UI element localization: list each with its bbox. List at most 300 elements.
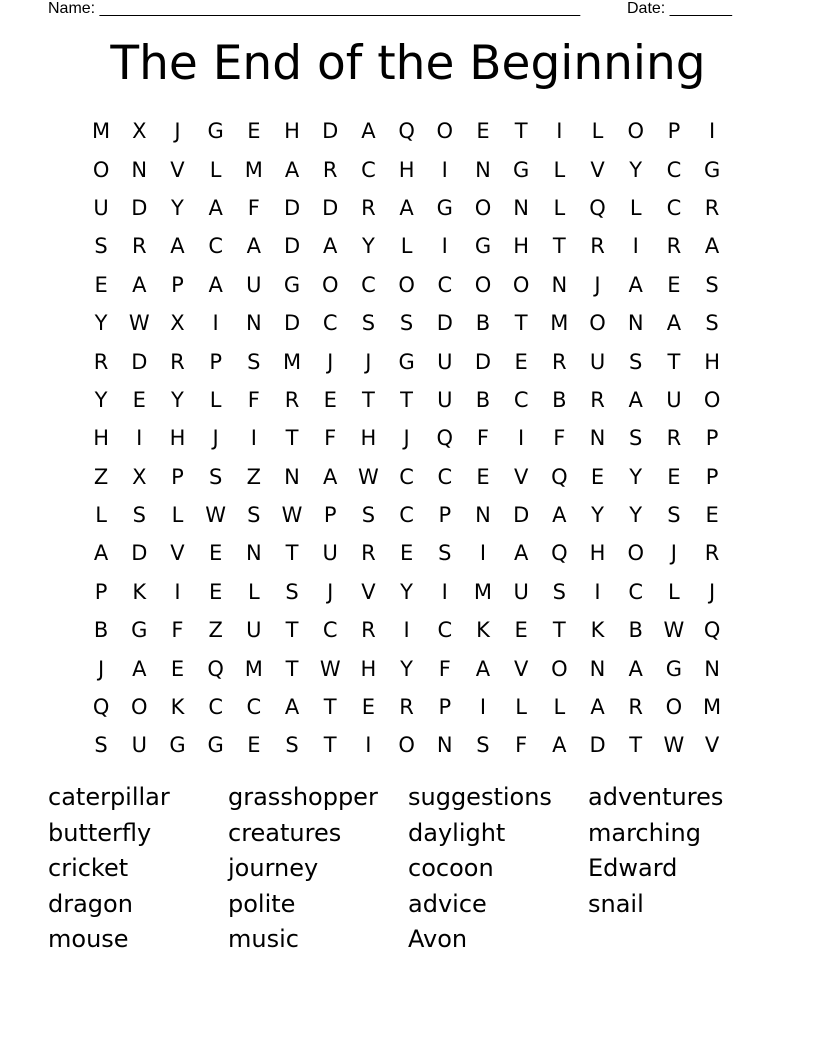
grid-cell[interactable]: A <box>552 503 567 528</box>
grid-cell[interactable]: U <box>513 579 529 604</box>
grid-cell[interactable]: R <box>399 695 414 720</box>
grid-cell[interactable]: R <box>590 234 605 259</box>
grid-cell[interactable]: T <box>285 656 299 681</box>
grid-cell[interactable]: Y <box>591 503 604 528</box>
grid-cell[interactable]: D <box>513 503 530 528</box>
grid-cell[interactable]: Q <box>92 695 110 720</box>
grid-cell[interactable]: E <box>705 503 719 528</box>
grid-cell[interactable]: U <box>246 272 262 297</box>
grid-cell[interactable]: S <box>285 733 299 758</box>
grid-cell[interactable]: A <box>132 656 147 681</box>
grid-cell[interactable]: T <box>514 119 528 144</box>
grid-cell[interactable]: Q <box>703 618 721 643</box>
grid-cell[interactable]: F <box>171 618 184 643</box>
grid-cell[interactable]: I <box>441 234 448 259</box>
grid-cell[interactable]: N <box>704 656 720 681</box>
grid-cell[interactable]: O <box>627 119 644 144</box>
grid-cell[interactable]: O <box>474 272 492 297</box>
date-field-label[interactable]: Date: _______ <box>627 0 732 17</box>
grid-cell[interactable]: D <box>131 541 148 566</box>
grid-cell[interactable]: P <box>705 426 719 451</box>
grid-cell[interactable]: Y <box>171 195 184 220</box>
grid-cell[interactable]: B <box>475 311 491 336</box>
grid-cell[interactable]: S <box>438 541 452 566</box>
grid-cell[interactable]: E <box>323 387 337 412</box>
grid-cell[interactable]: T <box>285 426 299 451</box>
grid-cell[interactable]: Y <box>94 311 108 336</box>
grid-cell[interactable]: L <box>553 157 566 182</box>
grid-cell[interactable]: X <box>132 119 147 144</box>
grid-cell[interactable]: R <box>704 195 720 220</box>
grid-cell[interactable]: K <box>590 618 605 643</box>
grid-cell[interactable]: E <box>399 541 414 566</box>
grid-cell[interactable]: E <box>361 695 376 720</box>
grid-cell[interactable]: N <box>245 311 262 336</box>
grid-cell[interactable]: R <box>284 387 300 412</box>
grid-cell[interactable]: M <box>244 656 263 681</box>
grid-cell[interactable]: O <box>512 272 530 297</box>
grid-cell[interactable]: R <box>361 618 376 643</box>
grid-cell[interactable]: A <box>132 272 147 297</box>
grid-cell[interactable]: Q <box>551 464 568 489</box>
grid-cell[interactable]: E <box>590 464 605 489</box>
grid-cell[interactable]: I <box>403 618 410 643</box>
grid-cell[interactable]: E <box>247 119 261 144</box>
grid-cell[interactable]: U <box>437 387 453 412</box>
grid-cell[interactable]: V <box>513 656 529 681</box>
grid-cell[interactable]: E <box>209 541 223 566</box>
grid-cell[interactable]: Y <box>629 464 643 489</box>
grid-cell[interactable]: O <box>703 387 721 412</box>
grid-cell[interactable]: G <box>169 733 186 758</box>
grid-cell[interactable]: B <box>93 618 109 643</box>
grid-cell[interactable]: R <box>628 695 644 720</box>
grid-cell[interactable]: L <box>95 503 107 528</box>
grid-cell[interactable]: A <box>552 733 567 758</box>
grid-cell[interactable]: O <box>436 119 454 144</box>
grid-cell[interactable]: S <box>629 349 643 374</box>
grid-cell[interactable]: S <box>361 311 376 336</box>
grid-cell[interactable]: T <box>285 618 299 643</box>
grid-cell[interactable]: C <box>399 464 414 489</box>
grid-cell[interactable]: C <box>208 695 223 720</box>
grid-cell[interactable]: H <box>169 426 186 451</box>
grid-cell[interactable]: J <box>708 579 716 604</box>
grid-cell[interactable]: P <box>209 349 222 374</box>
grid-cell[interactable]: G <box>283 272 301 297</box>
grid-cell[interactable]: B <box>475 387 491 412</box>
grid-cell[interactable]: I <box>174 579 181 604</box>
grid-cell[interactable]: M <box>550 311 569 336</box>
grid-cell[interactable]: I <box>365 733 372 758</box>
grid-cell[interactable]: K <box>476 618 490 643</box>
grid-cell[interactable]: N <box>589 656 606 681</box>
grid-cell[interactable]: A <box>628 387 643 412</box>
grid-cell[interactable]: J <box>365 349 372 374</box>
grid-cell[interactable]: N <box>589 426 606 451</box>
grid-cell[interactable]: U <box>666 387 682 412</box>
grid-cell[interactable]: O <box>398 733 415 758</box>
grid-cell[interactable]: Y <box>361 234 375 259</box>
grid-cell[interactable]: A <box>284 695 300 720</box>
grid-cell[interactable]: R <box>590 387 605 412</box>
grid-cell[interactable]: N <box>284 464 300 489</box>
grid-cell[interactable]: O <box>665 695 683 720</box>
grid-cell[interactable]: G <box>207 733 224 758</box>
grid-cell[interactable]: B <box>628 618 643 643</box>
grid-cell[interactable]: J <box>97 656 105 681</box>
grid-cell[interactable]: P <box>323 503 337 528</box>
grid-cell[interactable]: G <box>131 618 148 643</box>
grid-cell[interactable]: C <box>208 234 223 259</box>
grid-cell[interactable]: S <box>361 503 376 528</box>
grid-cell[interactable]: V <box>361 579 376 604</box>
grid-cell[interactable]: U <box>437 349 453 374</box>
grid-cell[interactable]: C <box>437 618 453 643</box>
grid-cell[interactable]: Z <box>208 618 223 643</box>
grid-cell[interactable]: G <box>207 119 224 144</box>
grid-cell[interactable]: H <box>513 234 530 259</box>
grid-cell[interactable]: Y <box>400 656 413 681</box>
grid-cell[interactable]: N <box>513 195 530 220</box>
grid-cell[interactable]: A <box>208 272 223 297</box>
grid-cell[interactable]: H <box>589 541 606 566</box>
grid-cell[interactable]: V <box>170 541 185 566</box>
grid-cell[interactable]: Q <box>589 195 606 220</box>
grid-cell[interactable]: T <box>285 541 299 566</box>
grid-cell[interactable]: L <box>591 119 604 144</box>
name-field-label[interactable]: Name: ______________________________________________________ <box>48 0 581 17</box>
grid-cell[interactable]: R <box>322 157 338 182</box>
grid-cell[interactable]: G <box>703 157 721 182</box>
grid-cell[interactable]: H <box>398 157 415 182</box>
grid-cell[interactable]: N <box>131 157 148 182</box>
grid-cell[interactable]: P <box>438 695 452 720</box>
grid-cell[interactable]: F <box>247 195 260 220</box>
grid-cell[interactable]: N <box>475 503 491 528</box>
grid-cell[interactable]: L <box>209 387 222 412</box>
grid-cell[interactable]: Q <box>436 426 454 451</box>
grid-cell[interactable]: D <box>589 733 606 758</box>
grid-cell[interactable]: P <box>171 272 184 297</box>
grid-cell[interactable]: A <box>361 119 376 144</box>
grid-cell[interactable]: D <box>283 311 301 336</box>
grid-cell[interactable]: A <box>475 656 491 681</box>
grid-cell[interactable]: D <box>283 195 301 220</box>
grid-cell[interactable]: T <box>361 387 375 412</box>
grid-cell[interactable]: A <box>93 541 109 566</box>
grid-cell[interactable]: Q <box>207 656 224 681</box>
grid-cell[interactable]: V <box>170 157 185 182</box>
grid-cell[interactable]: S <box>247 503 261 528</box>
grid-cell[interactable]: C <box>361 272 376 297</box>
grid-cell[interactable]: J <box>594 272 601 297</box>
grid-cell[interactable]: T <box>400 387 413 412</box>
grid-cell[interactable]: U <box>93 195 109 220</box>
grid-cell[interactable]: R <box>552 349 567 374</box>
grid-cell[interactable]: E <box>514 349 528 374</box>
grid-cell[interactable]: W <box>663 618 685 643</box>
grid-cell[interactable]: D <box>436 311 453 336</box>
grid-cell[interactable]: S <box>285 579 299 604</box>
grid-cell[interactable]: T <box>667 349 681 374</box>
grid-cell[interactable]: L <box>171 503 184 528</box>
grid-cell[interactable]: A <box>513 541 529 566</box>
grid-cell[interactable]: D <box>283 234 301 259</box>
grid-cell[interactable]: Z <box>93 464 109 489</box>
grid-cell[interactable]: S <box>94 733 108 758</box>
grid-cell[interactable]: O <box>92 157 110 182</box>
grid-cell[interactable]: N <box>436 733 453 758</box>
grid-cell[interactable]: P <box>667 119 681 144</box>
grid-cell[interactable]: H <box>93 426 109 451</box>
grid-cell[interactable]: F <box>438 656 451 681</box>
grid-cell[interactable]: J <box>403 426 410 451</box>
grid-cell[interactable]: R <box>704 541 720 566</box>
grid-cell[interactable]: O <box>627 541 644 566</box>
grid-cell[interactable]: I <box>441 579 448 604</box>
grid-cell[interactable]: I <box>136 426 143 451</box>
grid-cell[interactable]: D <box>131 349 148 374</box>
grid-cell[interactable]: R <box>666 234 682 259</box>
grid-cell[interactable]: T <box>514 311 528 336</box>
grid-cell[interactable]: U <box>246 618 262 643</box>
grid-cell[interactable]: F <box>476 426 490 451</box>
grid-cell[interactable]: I <box>250 426 257 451</box>
grid-cell[interactable]: W <box>128 311 150 336</box>
grid-cell[interactable]: S <box>667 503 681 528</box>
word-list-item: cricket <box>48 854 129 883</box>
grid-cell[interactable]: A <box>666 311 682 336</box>
grid-cell[interactable]: G <box>513 157 530 182</box>
grid-cell[interactable]: E <box>514 618 528 643</box>
grid-cell[interactable]: M <box>92 119 111 144</box>
grid-cell[interactable]: Q <box>398 119 415 144</box>
grid-cell[interactable]: O <box>551 656 568 681</box>
grid-cell[interactable]: X <box>132 464 147 489</box>
grid-cell[interactable]: F <box>247 387 260 412</box>
grid-cell[interactable]: O <box>589 311 606 336</box>
grid-cell[interactable]: Y <box>94 387 108 412</box>
word-list-item: daylight <box>408 818 506 847</box>
grid-cell[interactable]: A <box>704 234 720 259</box>
grid-cell[interactable]: Y <box>629 503 643 528</box>
grid-cell[interactable]: L <box>553 195 566 220</box>
grid-cell[interactable]: A <box>323 234 338 259</box>
grid-cell[interactable]: A <box>208 195 223 220</box>
grid-cell[interactable]: I <box>594 579 601 604</box>
grid-cell[interactable]: Y <box>171 387 184 412</box>
word-list-item: caterpillar <box>48 783 170 811</box>
grid-cell[interactable]: S <box>132 503 146 528</box>
grid-cell[interactable]: D <box>474 349 492 374</box>
grid-cell[interactable]: T <box>323 733 337 758</box>
grid-cell[interactable]: B <box>552 387 567 412</box>
grid-cell[interactable]: X <box>170 311 185 336</box>
grid-cell[interactable]: S <box>94 234 108 259</box>
grid-cell[interactable]: V <box>704 733 720 758</box>
grid-cell[interactable]: L <box>247 579 260 604</box>
grid-cell[interactable]: S <box>208 464 223 489</box>
grid-cell[interactable]: H <box>284 119 300 144</box>
grid-cell[interactable]: I <box>479 695 487 720</box>
word-list-item: Avon <box>408 925 468 954</box>
grid-cell[interactable]: H <box>360 426 377 451</box>
grid-cell[interactable]: J <box>327 579 334 604</box>
grid-cell[interactable]: M <box>244 157 263 182</box>
grid-cell[interactable]: W <box>663 733 685 758</box>
grid-cell[interactable]: L <box>668 579 680 604</box>
word-list-item: polite <box>228 889 296 918</box>
grid-cell[interactable]: A <box>628 656 643 681</box>
grid-cell[interactable]: D <box>322 195 339 220</box>
grid-cell[interactable]: N <box>551 272 568 297</box>
grid-cell[interactable]: A <box>399 195 414 220</box>
grid-cell[interactable]: C <box>666 157 682 182</box>
grid-cell[interactable]: C <box>437 272 453 297</box>
grid-cell[interactable]: I <box>556 119 563 144</box>
grid-cell[interactable]: N <box>245 541 262 566</box>
grid-cell[interactable]: U <box>131 733 147 758</box>
grid-cell[interactable]: L <box>209 157 222 182</box>
grid-cell[interactable]: H <box>360 656 377 681</box>
grid-cell[interactable]: C <box>513 387 529 412</box>
grid-cell[interactable]: O <box>131 695 148 720</box>
grid-cell[interactable]: M <box>473 579 493 604</box>
grid-cell[interactable]: E <box>667 272 681 297</box>
word-list-item: snail <box>588 889 644 918</box>
grid-cell[interactable]: L <box>553 695 566 720</box>
grid-cell[interactable]: G <box>398 349 415 374</box>
grid-cell[interactable]: I <box>708 119 716 144</box>
grid-cell[interactable]: F <box>515 733 528 758</box>
grid-cell[interactable]: L <box>400 234 413 259</box>
grid-cell[interactable]: T <box>629 733 643 758</box>
grid-cell[interactable]: S <box>552 579 567 604</box>
grid-cell[interactable]: U <box>322 541 338 566</box>
grid-cell[interactable]: R <box>361 541 376 566</box>
grid-cell[interactable]: L <box>515 695 527 720</box>
grid-cell[interactable]: Y <box>400 579 413 604</box>
grid-cell[interactable]: A <box>590 695 605 720</box>
grid-cell[interactable]: N <box>475 157 491 182</box>
grid-cell[interactable]: A <box>246 234 262 259</box>
grid-cell[interactable]: I <box>441 157 448 182</box>
grid-cell[interactable]: C <box>628 579 644 604</box>
grid-cell[interactable]: W <box>281 503 303 528</box>
grid-cell[interactable]: W <box>319 656 341 681</box>
grid-cell[interactable]: P <box>705 464 719 489</box>
grid-cell[interactable]: A <box>284 157 300 182</box>
grid-cell[interactable]: C <box>437 464 453 489</box>
grid-cell[interactable]: T <box>552 618 566 643</box>
grid-cell[interactable]: E <box>132 387 146 412</box>
grid-cell[interactable]: E <box>209 579 223 604</box>
grid-cell[interactable]: P <box>438 503 452 528</box>
grid-cell[interactable]: V <box>513 464 529 489</box>
grid-cell[interactable]: J <box>174 119 181 144</box>
grid-cell[interactable]: Q <box>551 541 568 566</box>
grid-cell[interactable]: S <box>705 272 719 297</box>
grid-cell[interactable]: R <box>361 195 376 220</box>
grid-cell[interactable]: I <box>212 311 219 336</box>
grid-cell[interactable]: A <box>170 234 185 259</box>
grid-cell[interactable]: E <box>170 656 185 681</box>
grid-cell[interactable]: Y <box>629 157 643 182</box>
grid-cell[interactable]: O <box>474 195 492 220</box>
grid-cell[interactable]: J <box>327 349 334 374</box>
grid-cell[interactable]: M <box>703 695 722 720</box>
grid-cell[interactable]: K <box>170 695 185 720</box>
grid-cell[interactable]: I <box>518 426 525 451</box>
grid-cell[interactable]: E <box>247 733 261 758</box>
grid-cell[interactable]: L <box>629 195 642 220</box>
grid-cell[interactable]: E <box>476 464 490 489</box>
grid-cell[interactable]: K <box>132 579 147 604</box>
grid-cell[interactable]: G <box>436 195 453 220</box>
grid-cell[interactable]: W <box>358 464 379 489</box>
grid-cell[interactable]: J <box>212 426 219 451</box>
grid-cell[interactable]: U <box>589 349 606 374</box>
grid-cell[interactable]: G <box>474 234 492 259</box>
grid-cell[interactable]: D <box>322 119 339 144</box>
grid-cell[interactable]: F <box>324 426 337 451</box>
grid-cell[interactable]: Z <box>246 464 262 489</box>
grid-cell[interactable]: S <box>399 311 414 336</box>
grid-cell[interactable]: E <box>94 272 108 297</box>
grid-cell[interactable]: C <box>246 695 262 720</box>
grid-cell[interactable]: H <box>704 349 720 374</box>
grid-cell[interactable]: W <box>205 503 227 528</box>
grid-cell[interactable]: E <box>667 464 681 489</box>
grid-cell[interactable]: S <box>705 311 719 336</box>
grid-cell[interactable]: J <box>670 541 677 566</box>
grid-cell[interactable]: R <box>131 234 147 259</box>
grid-cell[interactable]: T <box>552 234 566 259</box>
word-list-item: creatures <box>228 818 342 847</box>
grid-cell[interactable]: S <box>629 426 643 451</box>
grid-cell[interactable]: V <box>590 157 605 182</box>
grid-cell[interactable]: I <box>632 234 639 259</box>
word-list-item: marching <box>588 818 701 847</box>
letter-grid <box>82 112 731 765</box>
grid-cell[interactable]: A <box>323 464 338 489</box>
grid-cell[interactable]: S <box>476 733 490 758</box>
grid-cell[interactable]: C <box>322 618 338 643</box>
grid-cell[interactable]: O <box>321 272 339 297</box>
grid-cell[interactable]: S <box>247 349 261 374</box>
grid-cell[interactable]: E <box>476 119 490 144</box>
grid-cell[interactable]: R <box>666 426 682 451</box>
grid-cell[interactable]: T <box>323 695 337 720</box>
grid-cell[interactable]: D <box>131 195 148 220</box>
grid-cell[interactable]: N <box>627 311 644 336</box>
grid-cell[interactable]: R <box>93 349 109 374</box>
grid-cell[interactable]: C <box>361 157 376 182</box>
grid-cell[interactable]: P <box>94 579 108 604</box>
grid-cell[interactable]: A <box>628 272 643 297</box>
grid-cell[interactable]: F <box>553 426 566 451</box>
grid-cell[interactable]: I <box>479 541 487 566</box>
grid-cell[interactable]: C <box>666 195 682 220</box>
grid-cell[interactable]: C <box>322 311 338 336</box>
grid-cell[interactable]: M <box>282 349 302 374</box>
grid-cell[interactable]: O <box>398 272 415 297</box>
grid-cell[interactable]: P <box>171 464 184 489</box>
grid-cell[interactable]: R <box>170 349 185 374</box>
grid-cell[interactable]: G <box>665 656 683 681</box>
grid-cell[interactable]: C <box>399 503 414 528</box>
